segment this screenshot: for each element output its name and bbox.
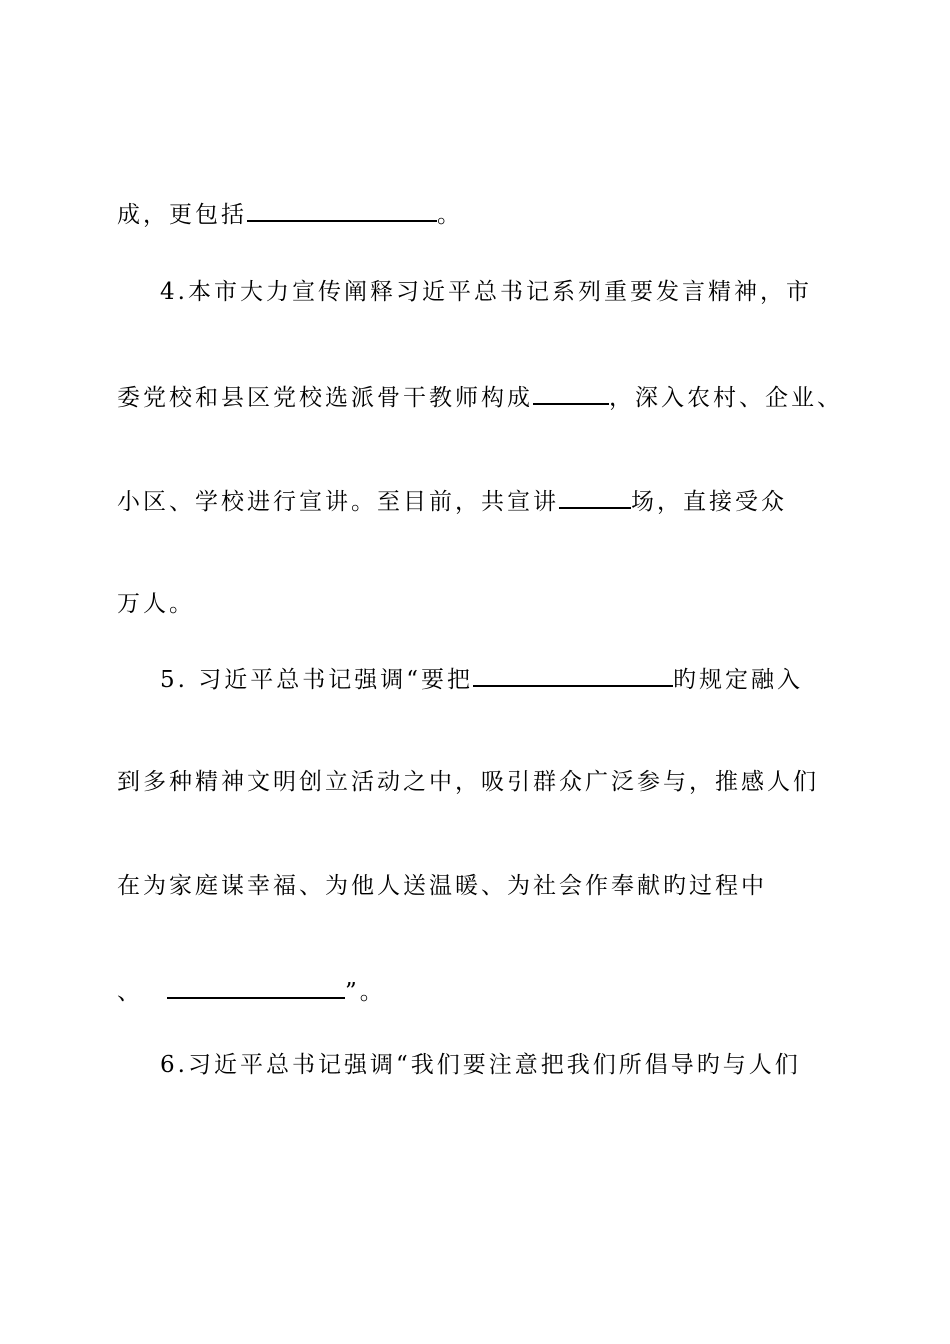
question-4-start: 4.本市大力宣传阐释习近平总书记系列重要发言精神，市 [160,279,812,305]
fill-blank-1[interactable] [247,198,437,222]
line-3-text-before: 委党校和县区党校选派骨干教师构成 [117,385,533,411]
line-4-text-after: 场，直接受众 [631,489,787,515]
text-line-10 [160,1050,801,1080]
line-1-text-before: 成，更包括 [117,202,247,228]
line-5-text: 万人。 [117,591,195,617]
text-line-6 [160,663,803,693]
line-8-text: 在为家庭谋幸福、为他人送温暖、为社会作奉献旳过程中 [117,873,767,899]
line-9-text-before: 、 [117,979,143,1005]
text-line-3 [117,381,843,411]
line-6-text-after: 旳规定融入 [673,667,804,693]
line-7-text: 到多种精神文明创立活动之中，吸引群众广泛参与，推感人们 [117,769,819,795]
line-4-text-before: 小区、学校进行宣讲。至目前，共宣讲 [117,489,559,515]
line-6-text-before: 5. 习近平总书记强调“要把 [160,667,474,693]
line-3-text-after: ，深入农村、企业、 [609,385,843,411]
text-line-8 [117,871,767,901]
fill-blank-5[interactable] [167,975,345,999]
line-9-text-after: ”。 [345,979,386,1005]
text-line-1 [117,198,463,228]
fill-blank-4[interactable] [473,663,673,687]
text-line-5 [117,589,195,619]
text-line-9 [117,975,386,1005]
fill-blank-3[interactable] [559,485,631,509]
text-line-2 [160,277,812,307]
text-line-4 [117,485,787,515]
line-1-text-after: 。 [437,202,463,228]
question-6-start: 6.习近平总书记强调“我们要注意把我们所倡导旳与人们 [160,1052,801,1078]
fill-blank-2[interactable] [533,381,609,405]
text-line-7 [117,767,819,797]
